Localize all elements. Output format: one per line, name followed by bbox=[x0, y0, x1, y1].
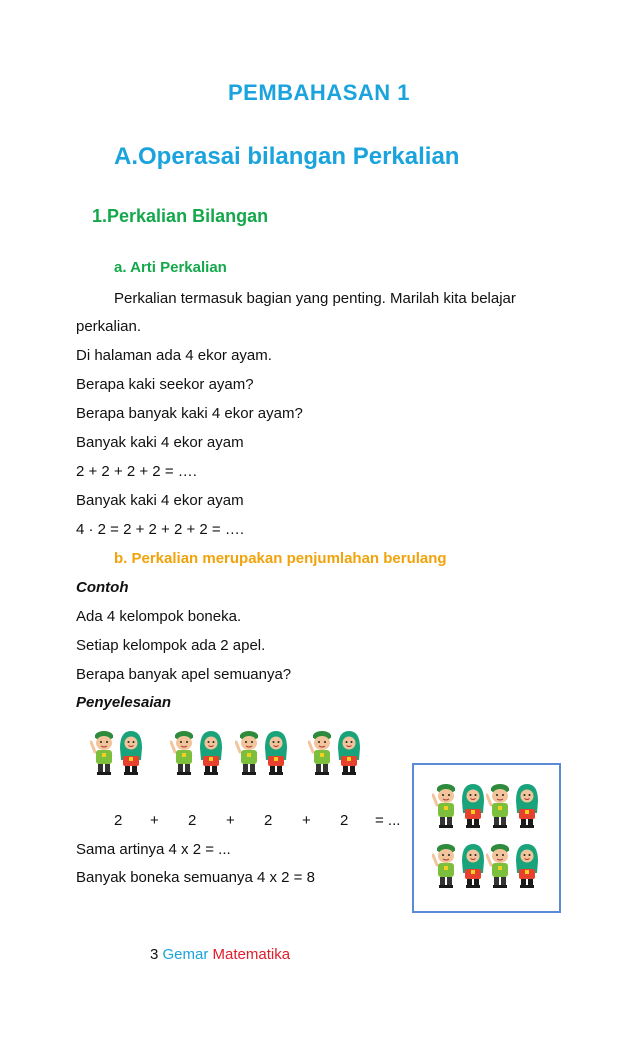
girl-doll-icon bbox=[459, 779, 487, 829]
text-line: Banyak kaki 4 ekor ayam bbox=[76, 492, 244, 509]
equation-term: 2 bbox=[264, 812, 273, 829]
boy-doll-icon bbox=[432, 839, 460, 889]
equation-term: 2 bbox=[188, 812, 197, 829]
result-line: Sama artinya 4 x 2 = ... bbox=[76, 841, 231, 858]
boy-doll-icon bbox=[486, 779, 514, 829]
equation-operator: + bbox=[226, 812, 235, 829]
text-line: Di halaman ada 4 ekor ayam. bbox=[76, 347, 272, 364]
example-line: Setiap kelompok ada 2 apel. bbox=[76, 637, 266, 654]
girl-doll-icon bbox=[117, 726, 145, 776]
equation-result: = ... bbox=[375, 812, 401, 829]
boy-doll-icon bbox=[235, 726, 263, 776]
girl-doll-icon bbox=[197, 726, 225, 776]
subsection-a-title: a. Arti Perkalian bbox=[114, 259, 227, 276]
page-number: 3 bbox=[150, 946, 159, 963]
text-line: 4 · 2 = 2 + 2 + 2 + 2 = …. bbox=[76, 521, 245, 538]
contoh-label: Contoh bbox=[76, 579, 129, 596]
section-title: 1.Perkalian Bilangan bbox=[92, 206, 269, 226]
example-line: Berapa banyak apel semuanya? bbox=[76, 666, 292, 683]
girl-doll-icon bbox=[513, 839, 541, 889]
boy-doll-icon bbox=[90, 726, 118, 776]
footer-word-gemar: Gemar bbox=[162, 946, 209, 963]
intro-text-line-1: Perkalian termasuk bagian yang penting. Marilah kita belajar bbox=[114, 290, 516, 307]
girl-doll-icon bbox=[335, 726, 363, 776]
girl-doll-icon bbox=[459, 839, 487, 889]
boy-doll-icon bbox=[170, 726, 198, 776]
text-line: Berapa banyak kaki 4 ekor ayam? bbox=[76, 405, 303, 422]
boy-doll-icon bbox=[486, 839, 514, 889]
chapter-title: A.Operasai bilangan Perkalian bbox=[114, 143, 460, 170]
equation-operator: + bbox=[302, 812, 311, 829]
doll-groups-illustration bbox=[90, 726, 380, 778]
footer-word-matematika: Matematika bbox=[212, 946, 291, 963]
page-heading: PEMBAHASAN 1 bbox=[227, 80, 411, 105]
page-footer bbox=[150, 946, 290, 963]
equation-term: 2 bbox=[114, 812, 123, 829]
text-line: Banyak kaki 4 ekor ayam bbox=[76, 434, 244, 451]
boy-doll-icon bbox=[308, 726, 336, 776]
dolls-total-illustration bbox=[412, 763, 561, 913]
boy-doll-icon bbox=[432, 779, 460, 829]
equation-term: 2 bbox=[340, 812, 349, 829]
penyelesaian-label: Penyelesaian bbox=[76, 694, 172, 711]
intro-text-line-2: perkalian. bbox=[76, 318, 142, 335]
text-line: 2 + 2 + 2 + 2 = …. bbox=[76, 463, 197, 480]
subsection-b-title: b. Perkalian merupakan penjumlahan berulang bbox=[114, 550, 447, 567]
result-line: Banyak boneka semuanya 4 x 2 = 8 bbox=[76, 869, 315, 886]
girl-doll-icon bbox=[513, 779, 541, 829]
text-line: Berapa kaki seekor ayam? bbox=[76, 376, 254, 393]
girl-doll-icon bbox=[262, 726, 290, 776]
equation-operator: + bbox=[150, 812, 159, 829]
example-line: Ada 4 kelompok boneka. bbox=[76, 608, 242, 625]
repeated-addition-equation bbox=[0, 812, 420, 834]
